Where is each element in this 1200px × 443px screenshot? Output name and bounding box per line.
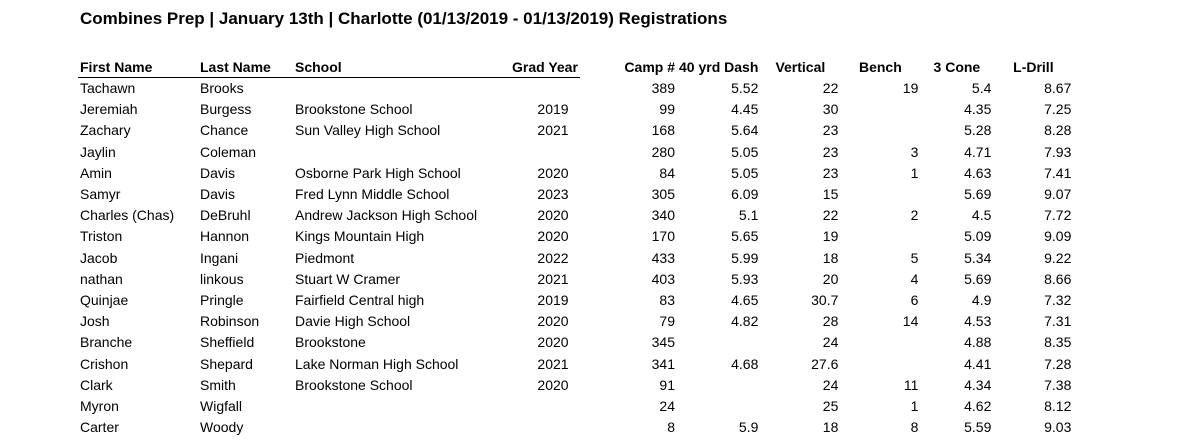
camp-number-cell: 345 bbox=[651, 334, 675, 351]
table-row bbox=[78, 142, 1073, 163]
bench-cell bbox=[840, 120, 920, 141]
table-row bbox=[78, 78, 1073, 100]
grad-year-cell: 2020 bbox=[537, 334, 569, 351]
school-cell: Lake Norman High School bbox=[295, 355, 459, 372]
header-bench: Bench bbox=[858, 59, 902, 76]
school-cell: Davie High School bbox=[295, 313, 411, 330]
header-l-drill: L-Drill bbox=[1013, 59, 1054, 76]
school-cell: Andrew Jackson High School bbox=[295, 207, 478, 224]
table-row bbox=[78, 375, 1073, 396]
camp-number-cell: 305 bbox=[651, 186, 675, 203]
camp-number-cell: 280 bbox=[651, 143, 675, 160]
table-row bbox=[78, 332, 1073, 353]
vertical-cell: 22 bbox=[822, 207, 839, 224]
table-row bbox=[78, 354, 1073, 375]
grad-year-cell: 2021 bbox=[537, 270, 569, 287]
bench-cell bbox=[840, 184, 920, 205]
header-vertical: Vertical bbox=[775, 59, 826, 76]
dash-cell bbox=[677, 375, 760, 396]
camp-number-cell: 170 bbox=[651, 228, 675, 245]
header-3-cone: 3 Cone bbox=[933, 59, 981, 76]
school-cell bbox=[293, 417, 510, 438]
vertical-cell: 15 bbox=[822, 186, 839, 203]
school-cell: Kings Mountain High bbox=[295, 228, 425, 245]
bench-cell: 11 bbox=[903, 376, 919, 393]
vertical-cell: 23 bbox=[822, 143, 839, 160]
camp-number-cell: 340 bbox=[651, 207, 675, 224]
school-cell bbox=[293, 78, 510, 100]
dash-cell: 4.45 bbox=[731, 101, 759, 118]
grad-year-cell: 2021 bbox=[537, 355, 569, 372]
table-row bbox=[78, 417, 1073, 438]
bench-cell bbox=[840, 332, 920, 353]
vertical-cell: 18 bbox=[822, 249, 839, 266]
last-name-cell: linkous bbox=[200, 270, 244, 287]
dash-cell: 5.1 bbox=[738, 207, 759, 224]
dash-cell bbox=[677, 396, 760, 417]
bench-cell: 19 bbox=[902, 79, 919, 96]
cone-cell: 4.88 bbox=[964, 334, 992, 351]
vertical-cell: 18 bbox=[822, 419, 839, 436]
dash-cell: 5.93 bbox=[731, 270, 759, 287]
grad-year-cell: 2020 bbox=[537, 207, 569, 224]
last-name-cell: Davis bbox=[200, 186, 236, 203]
l-drill-cell: 7.72 bbox=[1044, 207, 1072, 224]
bench-cell: 8 bbox=[910, 419, 919, 436]
last-name-cell: Smith bbox=[200, 376, 236, 393]
dash-cell: 5.65 bbox=[731, 228, 759, 245]
first-name-cell: Clark bbox=[80, 376, 113, 393]
vertical-cell: 23 bbox=[822, 122, 839, 139]
camp-number-cell: 403 bbox=[651, 270, 675, 287]
l-drill-cell: 9.03 bbox=[1044, 419, 1072, 436]
last-name-cell: Brooks bbox=[200, 80, 244, 96]
cone-cell: 5.28 bbox=[964, 122, 992, 139]
camp-number-cell: 433 bbox=[651, 249, 675, 266]
l-drill-cell: 8.12 bbox=[1044, 398, 1072, 415]
camp-number-cell: 24 bbox=[659, 398, 675, 415]
bench-cell: 1 bbox=[910, 164, 919, 181]
header-school: School bbox=[293, 57, 510, 78]
first-name-cell: Myron bbox=[80, 398, 119, 415]
grad-year-cell: 2022 bbox=[537, 249, 569, 266]
header-last-name: Last Name bbox=[198, 57, 293, 78]
cone-cell: 4.62 bbox=[964, 398, 992, 415]
first-name-cell: nathan bbox=[80, 270, 123, 287]
dash-cell: 5.99 bbox=[731, 249, 759, 266]
vertical-cell: 24 bbox=[822, 376, 839, 393]
table-row bbox=[78, 99, 1073, 120]
last-name-cell: Burgess bbox=[200, 101, 252, 118]
l-drill-cell: 7.25 bbox=[1044, 101, 1072, 118]
first-name-cell: Jeremiah bbox=[80, 101, 138, 118]
camp-number-cell: 91 bbox=[659, 376, 675, 393]
l-drill-cell: 8.28 bbox=[1044, 122, 1072, 139]
cone-cell: 5.09 bbox=[964, 228, 992, 245]
dash-cell: 6.09 bbox=[731, 186, 759, 203]
l-drill-cell: 9.22 bbox=[1044, 249, 1072, 266]
cone-cell: 5.34 bbox=[964, 249, 992, 266]
table-row bbox=[78, 396, 1073, 417]
table-row bbox=[78, 120, 1073, 141]
grad-year-cell: 2019 bbox=[537, 101, 569, 118]
vertical-cell: 27.6 bbox=[811, 355, 839, 372]
header-row bbox=[78, 57, 1073, 78]
grad-year-cell: 2020 bbox=[537, 313, 569, 330]
cone-cell: 4.71 bbox=[964, 143, 992, 160]
school-cell: Brookstone School bbox=[295, 101, 413, 118]
l-drill-cell: 9.09 bbox=[1044, 228, 1072, 245]
grad-year-cell: 2023 bbox=[537, 186, 569, 203]
dash-cell: 4.68 bbox=[731, 355, 759, 372]
l-drill-cell: 8.66 bbox=[1044, 270, 1072, 287]
table-row bbox=[78, 163, 1073, 184]
dash-cell: 5.05 bbox=[731, 143, 759, 160]
last-name-cell: Woody bbox=[200, 419, 244, 436]
bench-cell: 2 bbox=[910, 207, 919, 224]
vertical-cell: 19 bbox=[822, 228, 839, 245]
first-name-cell: Charles (Chas) bbox=[80, 207, 175, 224]
vertical-cell: 22 bbox=[822, 79, 839, 96]
page-title: Combines Prep | January 13th | Charlotte (01/13/2019 - 01/13/2019) Registrations bbox=[80, 9, 728, 28]
vertical-cell: 24 bbox=[822, 334, 839, 351]
cone-cell: 4.34 bbox=[964, 376, 992, 393]
camp-number-cell: 79 bbox=[659, 313, 675, 330]
cone-cell: 4.63 bbox=[964, 164, 992, 181]
l-drill-cell: 7.38 bbox=[1044, 376, 1072, 393]
grad-year-cell: 2020 bbox=[537, 228, 569, 245]
first-name-cell: Samyr bbox=[80, 186, 121, 203]
cone-cell: 5.69 bbox=[964, 270, 992, 287]
first-name-cell: Branche bbox=[80, 334, 133, 351]
grad-year-cell bbox=[510, 142, 580, 163]
first-name-cell: Tachawn bbox=[80, 80, 136, 96]
grad-year-cell: 2020 bbox=[537, 376, 569, 393]
dash-cell: 4.82 bbox=[731, 313, 759, 330]
first-name-cell: Quinjae bbox=[80, 292, 129, 309]
school-cell: Fred Lynn Middle School bbox=[295, 186, 450, 203]
first-name-cell: Zachary bbox=[80, 122, 131, 139]
dash-cell: 5.52 bbox=[731, 79, 759, 96]
camp-number-cell: 389 bbox=[651, 79, 675, 96]
dash-cell: 4.65 bbox=[731, 292, 759, 309]
camp-number-cell: 99 bbox=[659, 101, 675, 118]
cone-cell: 4.5 bbox=[971, 207, 992, 224]
school-cell bbox=[293, 142, 510, 163]
registrations-table bbox=[78, 57, 1073, 438]
last-name-cell: Davis bbox=[200, 164, 236, 181]
grad-year-cell bbox=[510, 417, 580, 438]
school-cell bbox=[293, 396, 510, 417]
first-name-cell: Amin bbox=[80, 164, 112, 181]
l-drill-cell: 8.35 bbox=[1044, 334, 1072, 351]
dash-cell: 5.05 bbox=[731, 164, 759, 181]
dash-cell bbox=[677, 332, 760, 353]
header-grad-year: Grad Year bbox=[510, 57, 580, 78]
grad-year-cell bbox=[510, 78, 580, 100]
camp-number-cell: 341 bbox=[651, 355, 675, 372]
last-name-cell: Shepard bbox=[200, 355, 253, 372]
grad-year-cell: 2019 bbox=[537, 292, 569, 309]
camp-number-cell: 83 bbox=[659, 292, 675, 309]
school-cell: Osborne Park High School bbox=[295, 164, 461, 181]
bench-cell: 14 bbox=[902, 313, 919, 330]
table-row bbox=[78, 184, 1073, 205]
vertical-cell: 23 bbox=[822, 164, 839, 181]
school-cell: Sun Valley High School bbox=[295, 122, 441, 139]
bench-cell: 5 bbox=[910, 249, 919, 266]
bench-cell bbox=[840, 99, 920, 120]
l-drill-cell: 7.31 bbox=[1044, 313, 1072, 330]
first-name-cell: Jaylin bbox=[80, 143, 116, 160]
school-cell: Brookstone bbox=[295, 334, 366, 351]
last-name-cell: Chance bbox=[200, 122, 249, 139]
first-name-cell: Triston bbox=[80, 228, 123, 245]
grad-year-cell bbox=[510, 396, 580, 417]
last-name-cell: Sheffield bbox=[200, 334, 255, 351]
bench-cell: 4 bbox=[910, 270, 919, 287]
dash-cell: 5.64 bbox=[731, 122, 759, 139]
l-drill-cell: 7.32 bbox=[1044, 292, 1072, 309]
school-cell: Brookstone School bbox=[295, 376, 413, 393]
cone-cell: 4.53 bbox=[964, 313, 992, 330]
table-row bbox=[78, 226, 1073, 247]
bench-cell: 1 bbox=[910, 398, 919, 415]
vertical-cell: 20 bbox=[822, 270, 839, 287]
cone-cell: 4.9 bbox=[971, 292, 992, 309]
last-name-cell: Robinson bbox=[200, 313, 260, 330]
bench-cell: 6 bbox=[910, 292, 919, 309]
bench-cell: 3 bbox=[910, 143, 919, 160]
dash-cell: 5.9 bbox=[738, 419, 759, 436]
camp-number-cell: 168 bbox=[651, 122, 675, 139]
school-cell: Fairfield Central high bbox=[295, 292, 425, 309]
cone-cell: 4.35 bbox=[964, 101, 992, 118]
header-first-name: First Name bbox=[78, 57, 198, 78]
vertical-cell: 28 bbox=[822, 313, 839, 330]
cone-cell: 4.41 bbox=[964, 355, 992, 372]
vertical-cell: 30 bbox=[822, 101, 839, 118]
l-drill-cell: 7.93 bbox=[1044, 143, 1072, 160]
table-row bbox=[78, 290, 1073, 311]
table-row bbox=[78, 248, 1073, 269]
last-name-cell: Hannon bbox=[200, 228, 250, 245]
l-drill-cell: 9.07 bbox=[1044, 186, 1072, 203]
l-drill-cell: 7.41 bbox=[1044, 164, 1072, 181]
camp-number-cell: 84 bbox=[659, 164, 675, 181]
bench-cell bbox=[840, 226, 920, 247]
last-name-cell: DeBruhl bbox=[200, 207, 251, 224]
cone-cell: 5.59 bbox=[964, 419, 992, 436]
vertical-cell: 30.7 bbox=[811, 292, 839, 309]
cone-cell: 5.69 bbox=[964, 186, 992, 203]
grad-year-cell: 2020 bbox=[537, 164, 569, 181]
last-name-cell: Pringle bbox=[200, 292, 244, 309]
camp-number-cell: 8 bbox=[667, 419, 675, 436]
header-40-yard-dash: 40 yrd Dash bbox=[679, 59, 759, 76]
school-cell: Piedmont bbox=[295, 249, 355, 266]
header-camp-number: Camp # bbox=[624, 59, 675, 76]
last-name-cell: Wigfall bbox=[200, 398, 243, 415]
bench-cell bbox=[840, 354, 920, 375]
table-row bbox=[78, 269, 1073, 290]
first-name-cell: Carter bbox=[80, 419, 119, 436]
vertical-cell: 25 bbox=[822, 398, 839, 415]
table-row bbox=[78, 205, 1073, 226]
l-drill-cell: 7.28 bbox=[1044, 355, 1072, 372]
first-name-cell: Josh bbox=[80, 313, 110, 330]
last-name-cell: Coleman bbox=[200, 143, 257, 160]
school-cell: Stuart W Cramer bbox=[295, 270, 401, 287]
l-drill-cell: 8.67 bbox=[1044, 79, 1072, 96]
first-name-cell: Jacob bbox=[80, 249, 118, 266]
last-name-cell: Ingani bbox=[200, 249, 239, 266]
first-name-cell: Crishon bbox=[80, 355, 129, 372]
cone-cell: 5.4 bbox=[971, 79, 992, 96]
table-row bbox=[78, 311, 1073, 332]
grad-year-cell: 2021 bbox=[537, 122, 569, 139]
